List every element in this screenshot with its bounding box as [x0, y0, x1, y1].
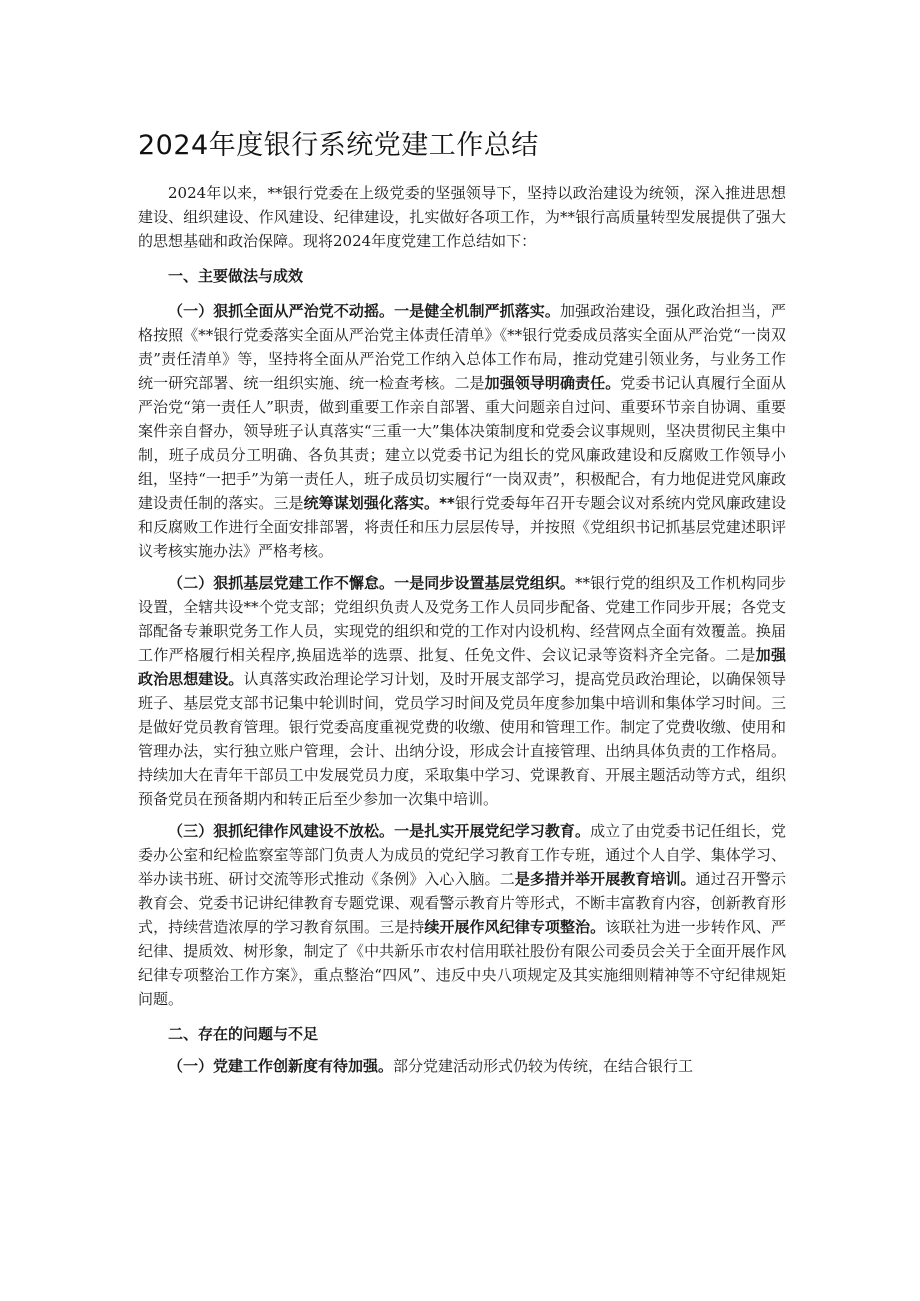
paragraph-text: 党委书记认真履行全面从严治党“第一责任人”职责，做到重要工作亲自部署、重大问题亲自过问、重要环节亲自协调、重要案件亲自督办，领导班子认真落实“三重一大”集体决策制度和党委会议事规则，坚决贯彻民主集中制，班子成员分工明确、各负其责；建立以党委书记为组长的党风廉政建设和反腐败工作领导小组，坚持“一把手”为第一责任人，班子成员切实履行“一岗双责”，积极配合，有力地促进党风廉政建设责任制的落实。三是: [138, 374, 786, 512]
section-heading-main-practices: 一、主要做法与成效: [168, 267, 304, 285]
paragraph-inline-bold: 加强领导明确责任。: [484, 374, 621, 392]
paragraph-lead-bold: （三）狠抓纪律作风建设不放松。一是扎实开展党纪学习教育。: [168, 822, 591, 840]
paragraph-party-discipline: [138, 299, 786, 563]
paragraph-innovation: [138, 1054, 786, 1078]
paragraph-text: 加强政治建设，强化政治担当，严格按照《**银行党委落实全面从严治党主体责任清单》《**银行党委成员落实全面从严治党“一岗双责”责任清单》等，坚持将全面从严治党工作纳入总体工作布局，推动党建引领业务，与业务工作统一研究部署、统一组织实施、统一检查考核。二是: [138, 302, 786, 392]
paragraph-lead-bold: （一）党建工作创新度有待加强。: [168, 1057, 394, 1075]
paragraph-text: 成立了由党委书记任组长，党委办公室和纪检监察室等部门负责人为成员的党纪学习教育工作专班，通过个人自学、集体学习、举办读书班、研讨交流等形式推动《条例》入心入脑。二: [138, 822, 786, 888]
paragraph-inline-bold: 加强政治思想建设。: [138, 646, 786, 688]
paragraph-lead-bold: （一）狠抓全面从严治党不动摇。一是健全机制严抓落实。: [168, 302, 560, 320]
document-body: [138, 181, 786, 1078]
document-title: 2024年度银行系统党建工作总结: [138, 130, 539, 161]
paragraph-inline-bold: 是多措并举开展教育培训。: [514, 870, 696, 888]
paragraph-text: 银行党委每年召开专题会议对系统内党风廉政建设和反腐败工作进行全面安排部署，将责任和压力层层传导，并按照《党组织书记抓基层党建述职评议考核实施办法》严格考核。: [138, 494, 786, 560]
paragraph-inline-bold: 续开展作风纪律专项整治。: [424, 918, 606, 936]
paragraph-text: **银行党的组织及工作机构同步设置，全辖共设**个党支部；党组织负责人及党务工作人员同步配备、党建工作同步开展；各党支部配备专兼职党务工作人员，实现党的组织和党的工作对内设机构、经营网点全面有效覆盖。换届工作严格履行相关程序,换届选举的选票、批复、任免文件、会议记录等资料齐全完备。二是: [138, 574, 786, 664]
paragraph-discipline-style: [138, 819, 786, 1011]
paragraph-inline-bold: 统筹谋划强化落实。**: [303, 494, 455, 512]
paragraph-text: 部分党建活动形式仍较为传统，在结合银行工: [393, 1057, 694, 1075]
paragraph-lead-bold: （二）狠抓基层党建工作不懈怠。一是同步设置基层党组织。: [168, 574, 576, 592]
section-heading-problems: 二、存在的问题与不足: [168, 1025, 319, 1043]
paragraph-grassroots-party: [138, 571, 786, 811]
paragraph-text: 通过召开警示教育会、党委书记讲纪律教育专题党课、观看警示教育片等形式，不断丰富教育内容，创新教育形式，持续营造浓厚的学习教育氛围。三是持: [138, 870, 786, 936]
paragraph-text: 该联社为进一步转作风、严纪律、提质效、树形象，制定了《中共新乐市农村信用联社股份有限公司委员会关于全面开展作风纪律专项整治工作方案》，重点整治“四风”、违反中央八项规定及其实施细则精神等不守纪律规矩问题。: [138, 918, 786, 1008]
intro-paragraph: 2024年以来，**银行党委在上级党委的坚强领导下，坚持以政治建设为统领，深入推进思想建设、组织建设、作风建设、纪律建设，扎实做好各项工作，为**银行高质量转型发展提供了强大的思想基础和政治保障。现将2024年度党建工作总结如下：: [138, 184, 786, 250]
paragraph-text: 认真落实政治理论学习计划，及时开展支部学习，提高党员政治理论，以确保领导班子、基层党支部书记集中轮训时间，党员学习时间及党员年度参加集中培训和集体学习时间。三是做好党员教育管理。银行党委高度重视党费的收缴、使用和管理工作。制定了党费收缴、使用和管理办法，实行独立账户管理，会计、出纳分设，形成会计直接管理、出纳具体负责的工作格局。持续加大在青年干部员工中发展党员力度，采取集中学习、党课教育、开展主题活动等方式，组织预备党员在预备期内和转正后至少参加一次集中培训。: [138, 670, 786, 808]
